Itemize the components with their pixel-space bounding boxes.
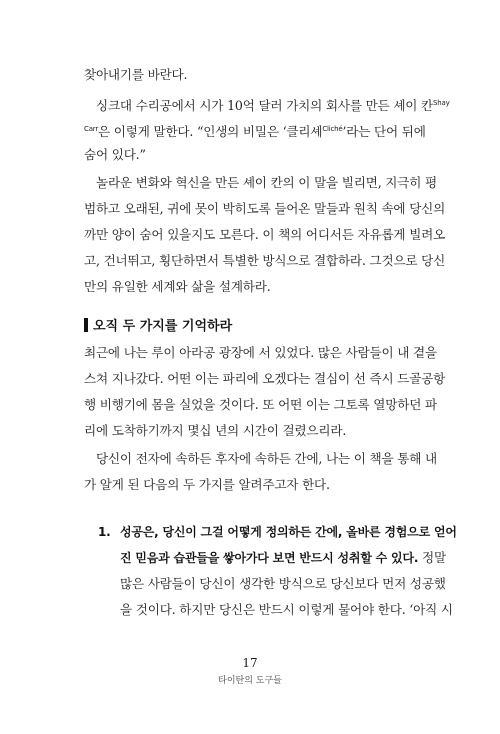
body-line: 가 알게 된 다음의 두 가지를 알려주고자 한다.: [84, 477, 330, 492]
body-line: 최근에 나는 루이 아라공 광장에 서 있었다. 많은 사람들이 내 곁을: [84, 345, 437, 360]
heading-bar: [84, 318, 88, 332]
list-item-line: 많은 사람들이 당신이 생각한 방식으로 당신보다 먼저 성공했: [120, 576, 446, 591]
body-line: 당신이 전자에 속하든 후자에 속하든 간에, 나는 이 책을 통해 내: [96, 451, 437, 466]
page-number: 17: [242, 656, 258, 670]
body-line: 범하고 오래된, 귀에 못이 박히도록 들어온 말들과 원칙 속에 당신의: [84, 201, 446, 216]
body-line: 까만 양이 숨어 있을지도 모른다. 이 책의 어디서든 자유롭게 빌려오: [84, 227, 446, 242]
body-line: 싱크대 수리공에서 시가 10억 달러 가치의 회사를 만든 셰이 칸$^{Shay}$: [96, 98, 450, 113]
section-heading: 오직 두 가지를 기억하라: [84, 317, 420, 337]
body-line: 리에 도착하기까지 몇십 년의 시간이 걸렸으리라.: [84, 423, 347, 438]
body-line: $^{Carr}$은 이렇게 말한다. “인생의 비밀은 ‘클리셰$^{Cliché}$’라는 단어 뒤에: [84, 124, 426, 139]
body-line: 스쳐 지나갔다. 어떤 이는 파리에 오겠다는 결심이 선 즉시 드골공항: [84, 371, 446, 386]
body-line: 행 비행기에 몸을 실었을 것이다. 또 어떤 이는 그토록 열망하던 파: [84, 397, 437, 412]
list-item-line: 진 믿음과 습관들을 쌓아가다 보면 반드시 성취할 수 있다. 정말: [120, 550, 446, 565]
body-line: 찾아내기를 바란다.: [84, 67, 188, 82]
list-item: 1. 성공은, 당신이 그걸 어떻게 정의하든 간에, 올바른 경험으로 얻어: [98, 525, 457, 539]
body-line: 숨어 있다.”: [84, 147, 146, 162]
body-line: 고, 건너뛰고, 횡단하면서 특별한 방식으로 결합하라. 그것으로 당신: [84, 253, 446, 268]
list-item-line: 을 것이다. 하지만 당신은 반드시 이렇게 물어야 한다. ‘아직 시: [120, 602, 453, 617]
body-line: 놀라운 변화와 혁신을 만든 셰이 칸의 이 말을 빌리면, 지극히 평: [96, 175, 437, 190]
running-footer-title: 타이탄의 도구들: [218, 676, 282, 686]
body-line: 만의 유일한 세계와 삶을 설계하라.: [84, 279, 271, 294]
